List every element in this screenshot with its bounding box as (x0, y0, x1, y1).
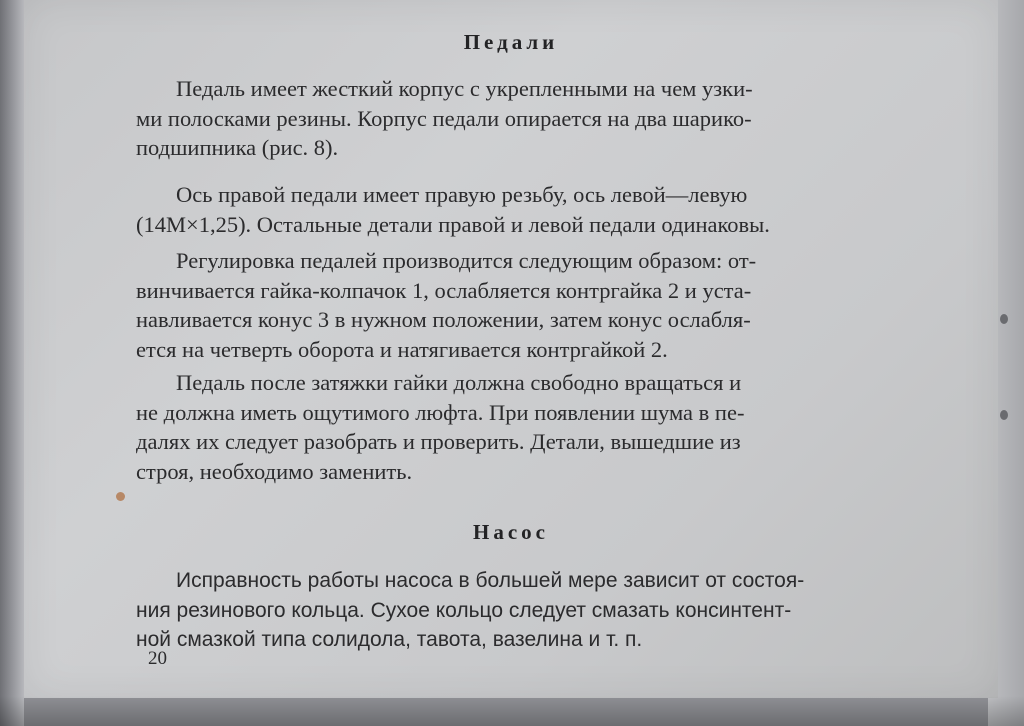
text-line: Педаль после затяжки гайки должна свободно вращаться и (176, 370, 742, 395)
staple-hole (1000, 314, 1008, 324)
section-title-pedals: Педали (463, 30, 559, 54)
page-number: 20 (148, 648, 167, 669)
bottom-shadow (0, 696, 1024, 726)
paragraph-pedal-body (136, 74, 960, 163)
paragraph-pedal-maintenance (136, 368, 960, 486)
text-line: Исправность работы насоса в большей мере зависит от состоя- (176, 569, 805, 592)
staple-hole (1000, 410, 1008, 420)
text-line: (14М×1,25). Остальные детали правой и левой педали одинаковы. (136, 211, 770, 237)
text-line: ния резинового кольца. Сухое кольцо следует смазать консинтент- (136, 598, 792, 622)
text-line: Педаль имеет жесткий корпус с укрепленными на чем узки- (176, 76, 753, 101)
text-line: далях их следует разобрать и проверить. Детали, вышедшие из (136, 429, 741, 454)
text-line: Ось правой педали имеет правую резьбу, ось левой—левую (176, 182, 748, 207)
book-spine-edge (0, 0, 24, 726)
text-line: винчивается гайка-колпачок 1, ослабляется контргайка 2 и уста- (136, 277, 752, 303)
text-line: не должна иметь ощутимого люфта. При появлении шума в пе- (136, 399, 745, 425)
paper-stain (116, 492, 125, 501)
book-page (24, 0, 998, 698)
text-line: строя, необходимо заменить. (136, 458, 413, 484)
text-line: ной смазкой типа солидола, тавота, вазелина и т. п. (136, 628, 643, 651)
text-line: навливается конус 3 в нужном положении, затем конус ослабля- (136, 307, 751, 332)
paragraph-pedal-axles (136, 180, 960, 239)
text-line: подшипника (рис. 8). (136, 135, 339, 160)
paragraph-pump (136, 566, 960, 655)
text-line: Регулировка педалей производится следующим образом: от- (176, 248, 757, 273)
section-title-pump: Насос (473, 520, 549, 544)
text-line: ется на четверть оборота и натягивается контргайкой 2. (136, 336, 668, 362)
text-line: ми полосками резины. Корпус педали опирается на два шарико- (136, 105, 752, 131)
paragraph-pedal-adjustment (136, 246, 960, 364)
